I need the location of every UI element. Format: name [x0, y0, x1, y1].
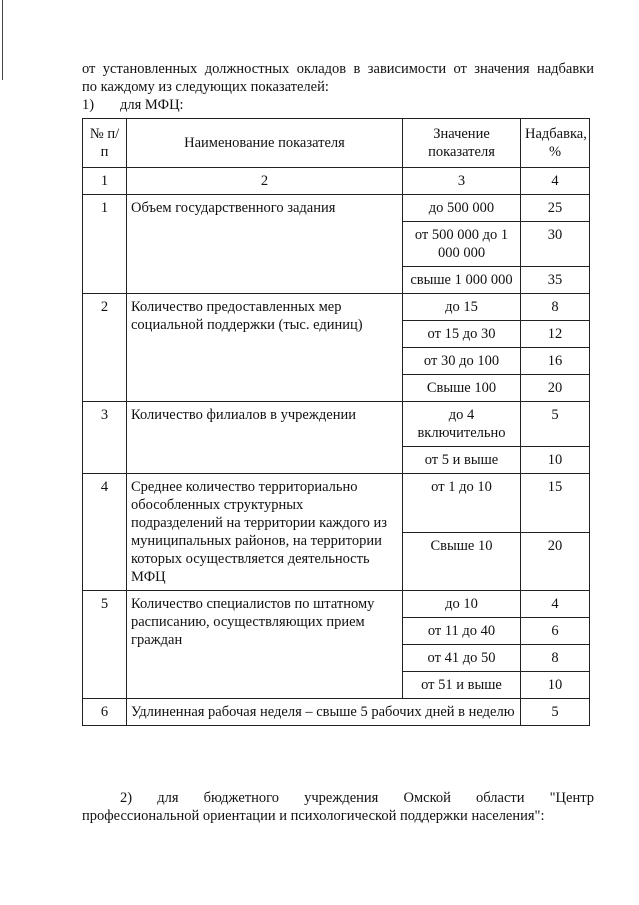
row-number-cell: 6 — [83, 699, 127, 726]
indicator-value-cell: от 1 до 10 — [403, 474, 521, 533]
indicator-value-cell: свыше 1 000 000 — [403, 267, 521, 294]
indicator-value-cell: от 41 до 50 — [403, 645, 521, 672]
bonus-percent-cell: 5 — [521, 699, 590, 726]
bonus-percent-cell: 6 — [521, 618, 590, 645]
list-item-number: 1) — [82, 97, 95, 113]
indicator-value-cell: от 30 до 100 — [403, 348, 521, 375]
table-row — [83, 474, 590, 533]
bonus-percent-cell: 10 — [521, 447, 590, 474]
indicator-value-cell: от 11 до 40 — [403, 618, 521, 645]
indicator-value-cell: Свыше 10 — [403, 532, 521, 591]
indicator-value-cell: до 15 — [403, 294, 521, 321]
indicator-value-cell: от 5 и выше — [403, 447, 521, 474]
bonus-table — [82, 118, 590, 726]
page-edge-line — [2, 0, 3, 80]
bonus-percent-cell: 10 — [521, 672, 590, 699]
intro-line-2: по каждому из следующих показателей: — [82, 79, 329, 95]
indicator-name-cell: Количество предоставленных мер социальной поддержки (тыс. единиц) — [127, 294, 403, 402]
row-number-cell: 2 — [83, 294, 127, 402]
numbering-cell: 3 — [403, 168, 521, 195]
table-row — [83, 591, 590, 618]
indicator-value-cell: от 51 и выше — [403, 672, 521, 699]
bonus-percent-cell: 15 — [521, 474, 590, 533]
intro-line-1: от установленных должностных окладов в зависимости от значения надбавки — [82, 61, 594, 77]
bonus-percent-cell: 25 — [521, 195, 590, 222]
bonus-percent-cell: 20 — [521, 532, 590, 591]
row-number-cell: 3 — [83, 402, 127, 474]
indicator-name-cell: Количество специалистов по штатному расписанию, осуществляющих прием граждан — [127, 591, 403, 699]
intro-text — [82, 60, 594, 114]
numbering-cell: 1 — [83, 168, 127, 195]
bonus-percent-cell: 4 — [521, 591, 590, 618]
header-cell-number: № п/п — [83, 119, 127, 168]
bonus-table-body — [83, 119, 590, 726]
indicator-name-cell: Среднее количество территориально обособленных структурных подразделений на территории каждого из муниципальных районов, на территории которых осуществляется деятельность МФЦ — [127, 474, 403, 591]
indicator-value-cell: от 15 до 30 — [403, 321, 521, 348]
header-cell-bonus: Надбавка, % — [521, 119, 590, 168]
table-row — [83, 402, 590, 447]
table-row — [83, 294, 590, 321]
bonus-percent-cell: 20 — [521, 375, 590, 402]
indicator-name-cell: Количество филиалов в учреждении — [127, 402, 403, 474]
numbering-cell: 2 — [127, 168, 403, 195]
outro-line-2: профессиональной ориентации и психологической поддержки населения": — [82, 808, 545, 824]
bonus-percent-cell: 8 — [521, 645, 590, 672]
numbering-row — [83, 168, 590, 195]
header-cell-value: Значение показателя — [403, 119, 521, 168]
indicator-value-cell: от 500 000 до 1 000 000 — [403, 222, 521, 267]
indicator-value-cell: Свыше 100 — [403, 375, 521, 402]
list-item-1 — [82, 96, 594, 114]
bonus-percent-cell: 30 — [521, 222, 590, 267]
table-row — [83, 195, 590, 222]
bonus-percent-cell: 8 — [521, 294, 590, 321]
bonus-percent-cell: 5 — [521, 402, 590, 447]
indicator-name-cell: Удлиненная рабочая неделя – свыше 5 рабочих дней в неделю — [127, 699, 521, 726]
header-row — [83, 119, 590, 168]
bonus-percent-cell: 12 — [521, 321, 590, 348]
bonus-percent-cell: 16 — [521, 348, 590, 375]
table-row — [83, 699, 590, 726]
outro-text — [82, 789, 594, 825]
indicator-value-cell: до 10 — [403, 591, 521, 618]
bonus-percent-cell: 35 — [521, 267, 590, 294]
outro-line-1: 2) для бюджетного учреждения Омской области "Центр — [120, 790, 594, 806]
row-number-cell: 1 — [83, 195, 127, 294]
indicator-value-cell: до 500 000 — [403, 195, 521, 222]
indicator-value-cell: до 4 включительно — [403, 402, 521, 447]
indicator-name-cell: Объем государственного задания — [127, 195, 403, 294]
row-number-cell: 5 — [83, 591, 127, 699]
header-cell-name: Наименование показателя — [127, 119, 403, 168]
list-item-text: для МФЦ: — [120, 97, 184, 113]
numbering-cell: 4 — [521, 168, 590, 195]
row-number-cell: 4 — [83, 474, 127, 591]
